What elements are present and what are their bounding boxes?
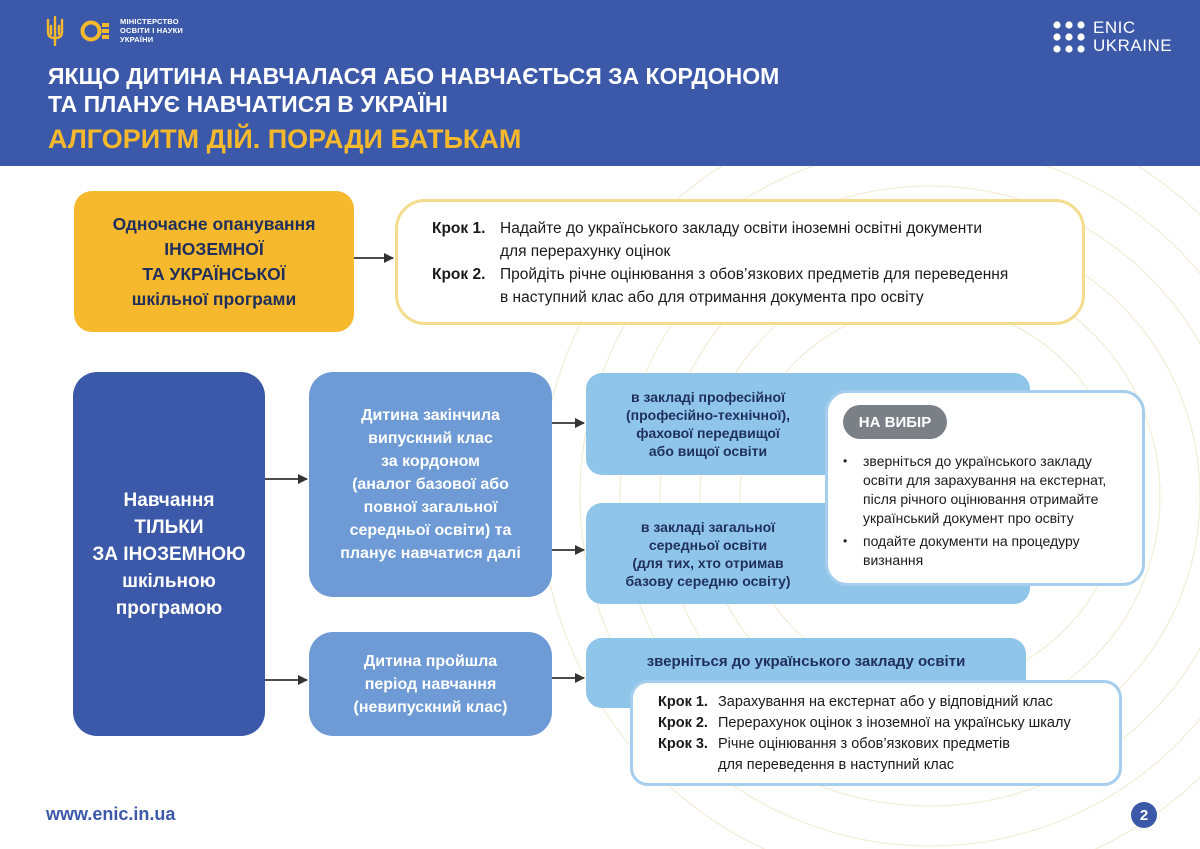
simultaneous-program-box: Одночасне опанування ІНОЗЕМНОЇ ТА УКРАЇНСЬКОЇ шкільної програми <box>74 191 354 332</box>
page-subtitle: АЛГОРИТМ ДІЙ. ПОРАДИ БАТЬКАМ <box>48 124 522 154</box>
general-secondary-box: в закладі загальної середньої освіти (для тих, хто отримав базову середню освіту) <box>586 503 1030 604</box>
step-number: Крок 2. <box>432 266 486 283</box>
ministry-name: МІНІСТЕРСТВО ОСВІТИ І НАУКИ УКРАЇНИ <box>120 17 183 44</box>
step-number: Крок 1. <box>432 220 486 237</box>
enic-logo-text: ENIC UKRAINE <box>1093 18 1173 55</box>
footer-url-link[interactable]: www.enic.in.ua <box>46 804 176 824</box>
list-item: • подайте документи на процедуру визнання <box>843 533 1080 568</box>
contact-school-box: зверніться до українського закладу освіти <box>586 638 1026 708</box>
block2-steps <box>658 692 1118 776</box>
step-number: Крок 1. <box>658 694 708 710</box>
step-item: Крок 3. Річне оцінювання з обов’язкових предметів для переведення в наступний клас <box>658 734 1118 776</box>
bullet-icon: • <box>843 534 848 548</box>
step-item: Крок 1. Надайте до українського закладу освіти іноземні освітні документи для перерахунку оцінок <box>432 217 1072 263</box>
bullet-icon: • <box>843 454 848 468</box>
step-number: Крок 3. <box>658 736 708 752</box>
graduated-abroad-box: Дитина закінчила випускний клас за кордоном (аналог базової або повної загальної середньої освіти) та планує навчатися далі <box>309 372 552 597</box>
page-number-badge: 2 <box>1131 802 1157 828</box>
step-item: Крок 2. Перерахунок оцінок з іноземної на українську шкалу <box>658 713 1118 734</box>
professional-education-box: в закладі професійної (професійно-технічної), фахової передвищої або вищої освіти <box>586 373 1030 475</box>
choice-list <box>843 452 1133 574</box>
step-number: Крок 2. <box>658 715 708 731</box>
foreign-only-program-box: Навчання ТІЛЬКИ ЗА ІНОЗЕМНОЮ шкільною програмою <box>73 372 265 736</box>
period-of-study-box: Дитина пройшла період навчання (невипускний клас) <box>309 632 552 736</box>
page-title: ЯКЩО ДИТИНА НАВЧАЛАСЯ АБО НАВЧАЄТЬСЯ ЗА КОРДОНОМ ТА ПЛАНУЄ НАВЧАТИСЯ В УКРАЇНІ <box>48 63 780 117</box>
list-item: • зверніться до українського закладу освіти для зарахування на екстернат, після річного оцінювання отримайте український документ про освіту <box>843 453 1107 526</box>
block1-steps <box>432 217 1072 309</box>
step-item: Крок 2. Пройдіть річне оцінювання з обов’язкових предметів для переведення в наступний клас або для отримання документа про освіту <box>432 263 1072 309</box>
choice-badge: НА ВИБІР <box>843 405 947 439</box>
step-item: Крок 1. Зарахування на екстернат або у відповідний клас <box>658 692 1118 713</box>
